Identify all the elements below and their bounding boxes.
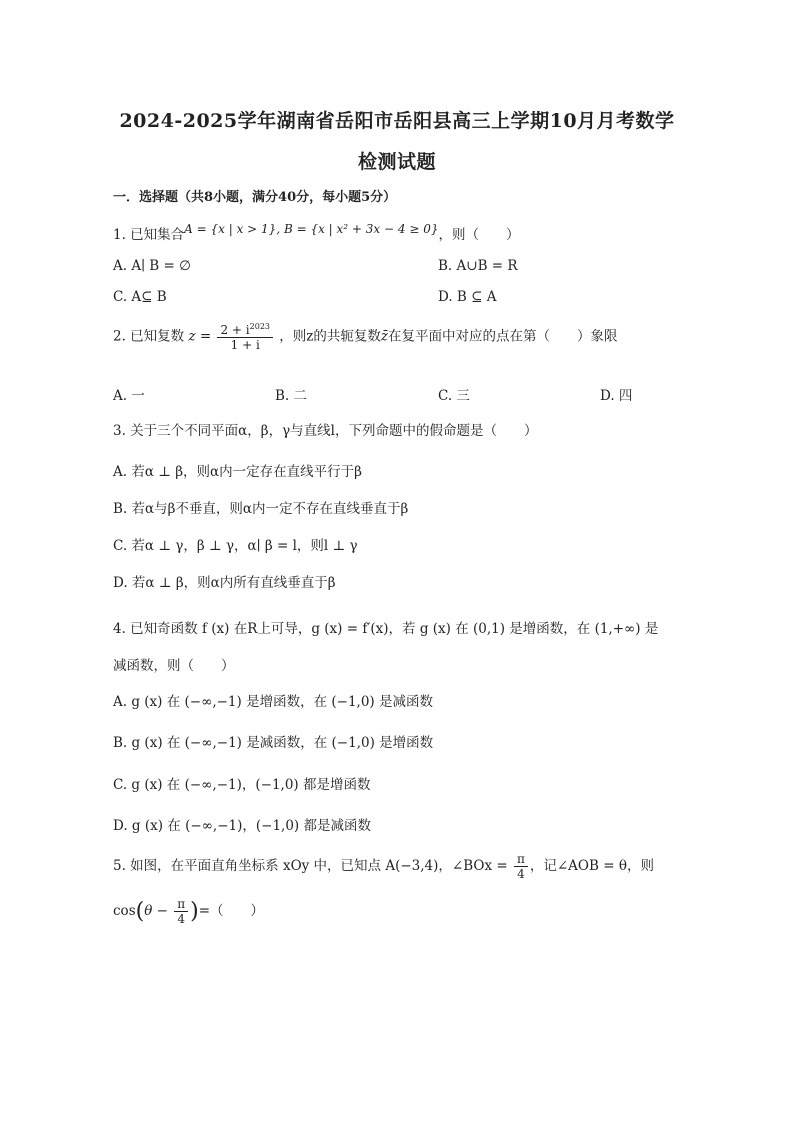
q4-option-c: C. g (x) 在 (−∞,−1)，(−1,0) 都是增函数: [113, 777, 371, 793]
question-4-stem-line-1: 4. 已知奇函数 f (x) 在R上可导，g (x) = f′(x)，若 g (x) 在 (0,1) 是增函数，在 (1,+∞) 是: [113, 621, 659, 637]
q1-stem-b: ，则（ ）: [438, 227, 520, 243]
q1-set-b: {x | x² + 3x − 4 ≥ 0}: [310, 222, 439, 236]
q1-option-d: D. B ⊆ A: [438, 289, 497, 305]
q5-cos: cos: [113, 903, 136, 919]
q5-stem-c: =（ ）: [198, 903, 265, 919]
q2-numerator: $2 + i^{2023}$: [217, 322, 273, 338]
q1-option-b: B. A∪B = R: [438, 258, 518, 274]
q3-option-a: A. 若α ⊥ β，则α内一定存在直线平行于β: [113, 464, 362, 480]
q3-option-b: B. 若α与β不垂直，则α内一定不存在直线垂直于β: [113, 501, 409, 517]
q2-option-c: C. 三: [438, 388, 470, 404]
question-4-stem-line-2: 减函数，则（ ）: [113, 658, 235, 674]
q2-option-b: B. 二: [275, 388, 308, 404]
q2-option-d: D. 四: [600, 388, 633, 404]
question-5-stem-line-1: [113, 852, 654, 881]
q1-set-a: A = {x | x > 1}, B =: [184, 222, 311, 236]
title-line-1: 2024-2025学年湖南省岳阳市岳阳县高三上学期10月月考数学: [119, 110, 675, 132]
section-heading: 一．选择题（共8小题，满分40分，每小题5分）: [113, 190, 397, 205]
q2-option-a: A. 一: [113, 388, 145, 404]
q1-stem-a: 1. 已知集合: [113, 227, 185, 243]
q4-option-b: B. g (x) 在 (−∞,−1) 是减函数，在 (−1,0) 是增函数: [113, 735, 434, 751]
q2-fraction: [217, 322, 273, 352]
q3-option-d: D. 若α ⊥ β，则α内所有直线垂直于β: [113, 575, 336, 591]
q2-zbar: z̄: [380, 328, 389, 345]
question-5-stem-line-2: cos(θ − $\frac{\pi}{4}$ )=（ ）: [113, 897, 265, 926]
q1-option-c: C. A⊆ B: [113, 289, 167, 305]
q5-stem-a: 5. 如图，在平面直角坐标系 xOy 中，已知点 A(−3,4)，∠BOx =: [113, 858, 508, 874]
question-1-stem: [113, 222, 519, 243]
q5-stem-b: ，记∠AOB = θ，则: [529, 858, 654, 874]
q2-stem-a: 2. 已知复数: [113, 328, 185, 345]
q2-denominator: 1 + i: [230, 338, 260, 352]
q5-pi-over-4: $\frac{\pi}{4}$: [514, 852, 528, 881]
q5-pi-over-4-b: $\frac{\pi}{4}$: [174, 897, 188, 926]
q3-option-c: C. 若α ⊥ γ，β ⊥ γ，α∣ β = l，则l ⊥ γ: [113, 538, 358, 554]
question-3-stem: 3. 关于三个不同平面α，β，γ与直线l，下列命题中的假命题是（ ）: [113, 423, 538, 439]
q2-stem-c: 在复平面中对应的点在第（ ）象限: [388, 328, 618, 345]
q1-option-a: A. A∣ B = ∅: [113, 258, 191, 274]
question-2-stem: [113, 322, 618, 352]
q4-option-a: A. g (x) 在 (−∞,−1) 是增函数，在 (−1,0) 是减函数: [113, 694, 433, 710]
q5-theta: θ −: [144, 903, 168, 919]
q2-stem-b: ，则z的共轭复数: [279, 328, 381, 345]
q4-option-d: D. g (x) 在 (−∞,−1)，(−1,0) 都是减函数: [113, 818, 371, 834]
title-line-2: 检测试题: [357, 151, 436, 173]
q2-z: z =: [188, 328, 212, 345]
